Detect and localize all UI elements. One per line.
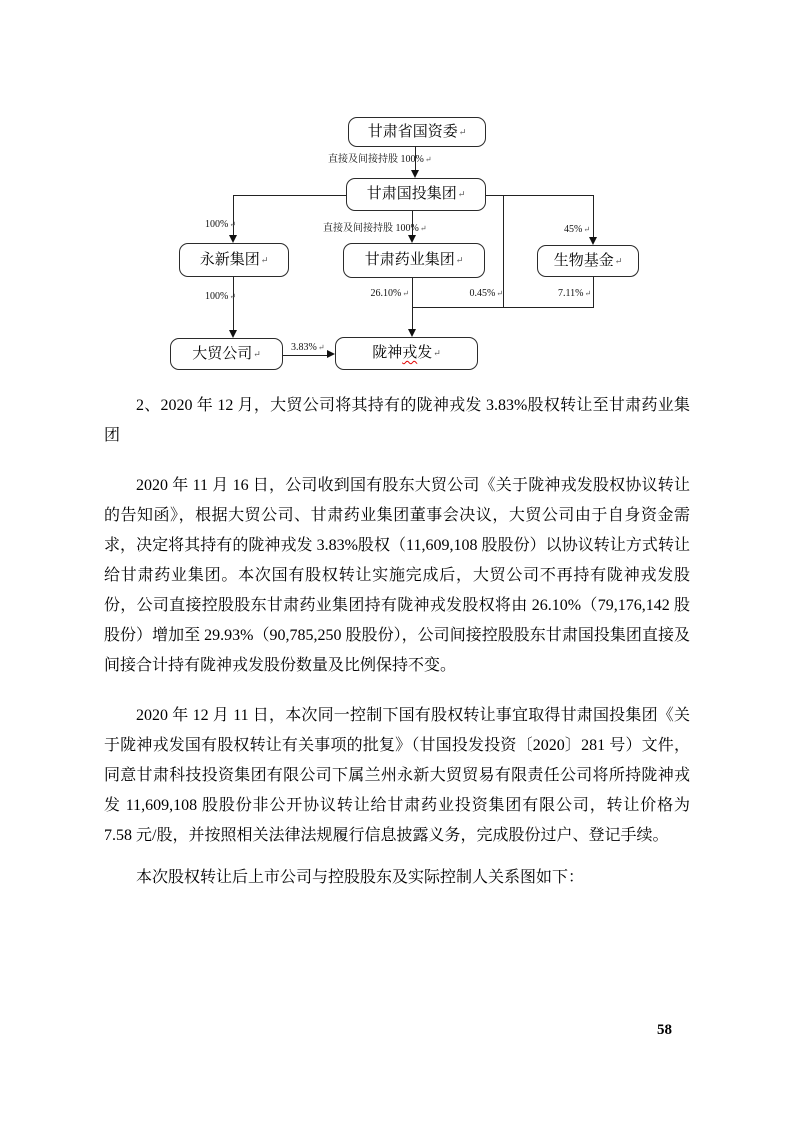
return-mark-icon: ↵ [317, 343, 325, 352]
body-paragraph: 本次股权转让后上市公司与控股股东及实际控制人关系图如下： [136, 869, 585, 886]
edge-label-text: 直接及间接持股 100% [328, 154, 424, 165]
return-mark-icon: ↵ [229, 220, 237, 229]
body-paragraph: 2020 年 12 月 11 日，本次同一控制下国有股权转让事宜取得甘肃国投集团《关于陇神戎发国有股权转让有关事项的批复》（甘国投发投资〔2020〕281 号）文件，同意甘肃科技投资集团有限公司下属兰州永新大贸贸易有限责任公司将所持陇神戎发 11,609,108 股股份非公开协议转让给甘肃药业投资集团有限公司，转让价格为 7.58 元/股，并按照相关法律法规履行信息披露义务，完成股份过户、登记手续。 [104, 707, 690, 844]
node-label: 甘肃国投集团 [366, 186, 457, 202]
node-label: 永新集团 [199, 251, 260, 268]
edge-label-text: 0.45% [469, 288, 496, 299]
return-mark-icon: ↵ [457, 189, 466, 199]
edge-label-text: 45% [564, 224, 583, 235]
body-paragraph: 2020 年 11 月 16 日，公司收到国有股东大贸公司《关于陇神戎发股权协议转让的告知函》，根据大贸公司、甘肃药业集团董事会决议，大贸公司由于自身资金需求，决定将其持有的陇神戎发 3.83%股权（11,609,108 股股份）以协议转让方式转让给甘肃药业集团。本次国有股权转让实施完成后，大贸公司不再持有陇神戎发股份，公司直接控股股东甘肃药业集团持有陇神戎发股权将由 26.10%（79,176,142 股股份）增加至 29.93%（90,785,250 股股份），公司间接控股股东甘肃国投集团直接及间接合计持有陇神戎发股份数量及比例保持不变。 [104, 477, 690, 674]
return-mark-icon: ↵ [260, 254, 269, 265]
edge-label-text: 100% [205, 219, 229, 230]
return-mark-icon: ↵ [433, 348, 441, 358]
node-label: 甘肃省国资委 [367, 123, 458, 140]
edge-label-text: 100% [205, 291, 229, 302]
node-label: 陇神 [372, 345, 403, 361]
node-label: 生物基金 [553, 252, 614, 269]
return-mark-icon: ↵ [455, 255, 464, 265]
spellcheck-marked-char: 戎 [402, 345, 418, 361]
return-mark-icon: ↵ [584, 289, 592, 298]
node-label: 发 [417, 345, 433, 361]
return-mark-icon: ↵ [458, 126, 467, 137]
page-number: 58 [657, 1022, 672, 1038]
return-mark-icon: ↵ [419, 224, 427, 233]
return-mark-icon: ↵ [253, 348, 261, 359]
section-heading-paragraph: 2、2020 年 12 月，大贸公司将其持有的陇神戎发 3.83%股权转让至甘肃药业集团 [104, 397, 690, 444]
return-mark-icon: ↵ [402, 289, 409, 298]
edge-label-text: 3.83% [291, 342, 317, 353]
node-label: 甘肃药业集团 [364, 252, 455, 268]
edge-label-text: 26.10% [370, 288, 402, 299]
return-mark-icon: ↵ [229, 292, 237, 301]
node-label: 大贸公司 [192, 345, 253, 362]
return-mark-icon: ↵ [496, 289, 503, 298]
return-mark-icon: ↵ [424, 155, 432, 164]
edge-label-text: 7.11% [558, 288, 584, 299]
return-mark-icon: ↵ [614, 255, 623, 266]
edge-label-text: 直接及间接持股 100% [323, 223, 419, 234]
return-mark-icon: ↵ [583, 225, 591, 234]
